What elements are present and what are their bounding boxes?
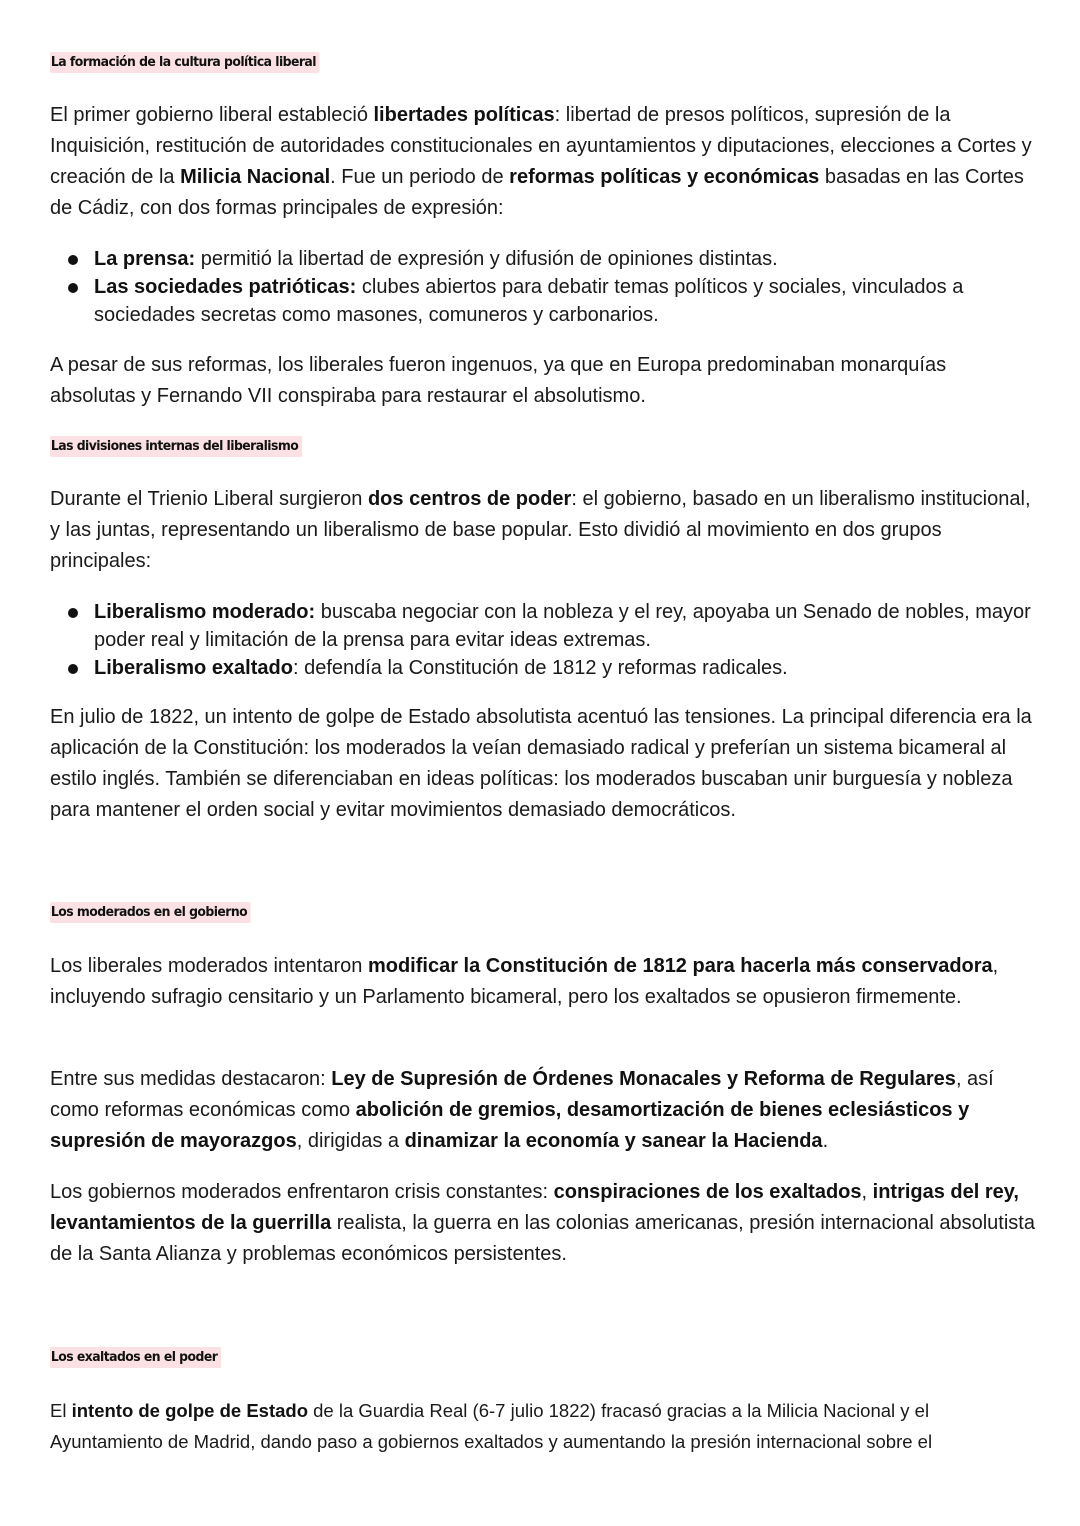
bold-text: Liberalismo moderado: bbox=[94, 601, 316, 623]
paragraph bbox=[50, 1395, 1035, 1457]
section-heading bbox=[50, 436, 1035, 457]
bullet-list bbox=[50, 245, 1035, 329]
bold-text: dinamizar la economía y sanear la Hacienda bbox=[404, 1130, 823, 1152]
bold-text: dos centros de poder bbox=[367, 488, 572, 510]
section-heading bbox=[50, 902, 1035, 923]
bullet-icon bbox=[68, 283, 78, 293]
list-item bbox=[50, 598, 1035, 654]
paragraph-text bbox=[50, 702, 1035, 826]
bold-text: abolición de gremios, desamortización de bienes eclesiásticos y supresión de mayorazgos bbox=[50, 1099, 970, 1152]
text-run: de la Guardia Real (6-7 julio 1822) fracasó gracias a la Milicia Nacional y el Ayuntamiento de Madrid, dando paso a gobiernos exaltados y aumentando la presión internacional sobre el bbox=[50, 1400, 933, 1452]
text-run: Durante el Trienio Liberal surgieron bbox=[50, 488, 368, 510]
text-run: buscaba negociar con la nobleza y el rey, apoyaba un Senado de nobles, mayor poder real y limitación de la prensa para evitar ideas extremas. bbox=[94, 601, 1031, 651]
heading-divisiones-internas: Las divisiones internas del liberalismo bbox=[50, 436, 302, 457]
bold-text: Las sociedades patrióticas: bbox=[94, 276, 357, 298]
section-heading bbox=[50, 52, 1035, 73]
paragraph bbox=[50, 1177, 1035, 1270]
heading-moderados-gobierno: Los moderados en el gobierno bbox=[50, 902, 251, 923]
text-run: Entre sus medidas destacaron: bbox=[50, 1068, 332, 1090]
text-run: basadas en las Cortes de Cádiz, con dos formas principales de expresión: bbox=[50, 166, 1024, 219]
paragraph-text bbox=[50, 100, 1035, 224]
bold-text: conspiraciones de los exaltados bbox=[553, 1181, 862, 1203]
list-item bbox=[50, 245, 1035, 273]
bold-text: intento de golpe de Estado bbox=[71, 1400, 308, 1421]
paragraph-text bbox=[50, 951, 1035, 1013]
bullet-icon bbox=[68, 608, 78, 618]
text-run: , incluyendo sufragio censitario y un Parlamento bicameral, pero los exaltados se opusieron firmemente. bbox=[50, 955, 999, 1008]
text-run: , bbox=[861, 1181, 873, 1203]
text-run: : defendía la Constitución de 1812 y reformas radicales. bbox=[292, 657, 788, 679]
bold-text: Ley de Supresión de Órdenes Monacales y Reforma de Regulares bbox=[331, 1068, 956, 1090]
paragraph bbox=[50, 100, 1035, 224]
bold-text: La prensa: bbox=[94, 248, 196, 270]
text-run: : libertad de presos políticos, supresión de la Inquisición, restitución de autoridades constitucionales en ayuntamientos y diputaciones, elecciones a Cortes y creación de la bbox=[50, 104, 1032, 188]
text-run: A pesar de sus reformas, los liberales fueron ingenuos, ya que en Europa predominaban monarquías absolutas y Fernando VII conspiraba para restaurar el absolutismo. bbox=[50, 354, 947, 407]
text-run: , dirigidas a bbox=[296, 1130, 405, 1152]
text-run: El bbox=[50, 1400, 72, 1421]
paragraph-text bbox=[50, 484, 1035, 577]
text-run: . bbox=[822, 1130, 829, 1152]
text-run: En julio de 1822, un intento de golpe de Estado absolutista acentuó las tensiones. La principal diferencia era la aplicación de la Constitución: los moderados la veían demasiado radical y preferían un sistema bicameral al estilo inglés. También se diferenciaban en ideas políticas: los moderados buscaban unir burguesía y nobleza para mantener el orden social y evitar movimientos demasiado democráticos. bbox=[50, 706, 1032, 821]
bold-text: Milicia Nacional bbox=[180, 166, 331, 188]
text-run: Los gobiernos moderados enfrentaron crisis constantes: bbox=[50, 1181, 554, 1203]
paragraph bbox=[50, 350, 1035, 412]
text-run: : el gobierno, basado en un liberalismo institucional, y las juntas, representando un liberalismo de base popular. Esto dividió al movimiento en dos grupos principales: bbox=[50, 488, 1031, 572]
text-run: El primer gobierno liberal estableció bbox=[50, 104, 374, 126]
text-run: permitió la libertad de expresión y difusión de opiniones distintas. bbox=[195, 248, 778, 270]
text-run: Los liberales moderados intentaron bbox=[50, 955, 368, 977]
paragraph-text bbox=[50, 350, 1035, 412]
text-run: , así como reformas económicas como bbox=[50, 1068, 994, 1121]
heading-exaltados-poder: Los exaltados en el poder bbox=[50, 1347, 221, 1368]
paragraph-text bbox=[50, 1177, 1035, 1270]
text-run: clubes abiertos para debatir temas políticos y sociales, vinculados a sociedades secretas como masones, comuneros y carbonarios. bbox=[94, 276, 964, 326]
text-run: . Fue un periodo de bbox=[330, 166, 510, 188]
list-item bbox=[50, 273, 1035, 329]
paragraph bbox=[50, 1064, 1035, 1157]
paragraph bbox=[50, 484, 1035, 577]
bullet-icon bbox=[68, 255, 78, 265]
heading-cultura-politica-liberal: La formación de la cultura política liberal bbox=[50, 52, 320, 73]
bullet-list bbox=[50, 598, 1035, 682]
paragraph bbox=[50, 702, 1035, 826]
section-heading bbox=[50, 1347, 1035, 1368]
bold-text: intrigas del rey, levantamientos de la guerrilla bbox=[50, 1181, 1019, 1234]
bold-text: Liberalismo exaltado bbox=[94, 657, 293, 679]
bullet-icon bbox=[68, 664, 78, 674]
text-run: realista, la guerra en las colonias americanas, presión internacional absolutista de la Santa Alianza y problemas económicos persistentes. bbox=[50, 1212, 1035, 1265]
paragraph-text bbox=[50, 1064, 1035, 1157]
list-item bbox=[50, 654, 1035, 682]
paragraph-text bbox=[50, 1395, 1035, 1457]
bold-text: reformas políticas y económicas bbox=[509, 166, 820, 188]
bold-text: modificar la Constitución de 1812 para hacerla más conservadora bbox=[367, 955, 993, 977]
bold-text: libertades políticas bbox=[373, 104, 555, 126]
paragraph bbox=[50, 951, 1035, 1013]
